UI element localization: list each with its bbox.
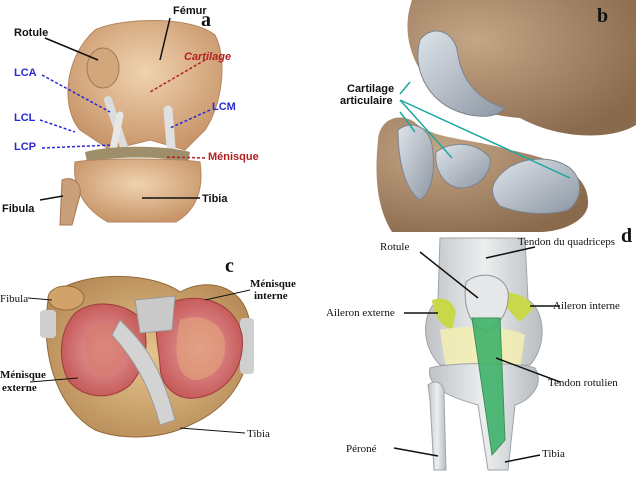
label-tibia-d: Tibia — [542, 448, 565, 460]
femur-a — [68, 20, 222, 150]
panel-letter-d: d — [621, 225, 633, 247]
patella-a — [87, 48, 119, 88]
pointer-perone-d — [394, 448, 438, 456]
tibia-a — [75, 159, 201, 222]
panel-b — [340, 0, 636, 232]
label-tendon-rotulien-d: Tendon rotulien — [548, 377, 618, 389]
label-rotule-d: Rotule — [380, 241, 410, 253]
label-menisque-externe-c-1: Ménisque — [0, 369, 46, 381]
fibula-d — [428, 382, 446, 470]
pointer-fibula-a — [40, 196, 63, 200]
label-cartilage-a: Cartilage — [184, 51, 232, 63]
panel-a — [2, 5, 259, 225]
label-cartilage-b-1: Cartilage — [347, 83, 395, 95]
lcl-stub-c — [40, 310, 56, 338]
label-aileron-interne-d: Aileron interne — [553, 300, 620, 312]
pointer-lcp-a — [42, 145, 112, 148]
label-femur-a: Fémur — [173, 5, 207, 17]
panel-letter-a: a — [201, 9, 211, 31]
pointer-lcl-a — [40, 120, 75, 132]
fibula-a — [60, 179, 80, 225]
label-lcl-a: LCL — [14, 112, 36, 124]
panel-letter-c: c — [225, 255, 234, 277]
label-menisque-a: Ménisque — [208, 151, 259, 163]
label-tibia-a: Tibia — [202, 193, 228, 205]
label-lcm-a: LCM — [212, 101, 236, 113]
label-rotule-a: Rotule — [14, 27, 49, 39]
label-fibula-c: Fibula — [0, 293, 29, 305]
label-perone-d: Péroné — [346, 443, 377, 455]
label-aileron-externe-d: Aileron externe — [326, 307, 395, 319]
fibula-head-c — [48, 286, 84, 310]
panel-d — [326, 225, 632, 470]
label-menisque-externe-c-2: externe — [2, 382, 37, 394]
label-cartilage-b-2: articulaire — [340, 95, 393, 107]
ligament-band-c — [135, 296, 175, 333]
label-lcp-a: LCP — [14, 141, 36, 153]
label-tibia-c: Tibia — [247, 428, 270, 440]
label-tendon-quadriceps-d: Tendon du quadriceps — [518, 236, 615, 248]
label-menisque-interne-c-2: interne — [254, 290, 288, 302]
panel-c — [0, 255, 296, 440]
label-lca-a: LCA — [14, 67, 37, 79]
pointer-tibia-c — [180, 428, 245, 433]
panel-letter-b: b — [597, 5, 609, 27]
label-menisque-interne-c-1: Ménisque — [250, 278, 296, 290]
pointer-tibia-d — [505, 455, 540, 462]
label-fibula-a: Fibula — [2, 203, 35, 215]
